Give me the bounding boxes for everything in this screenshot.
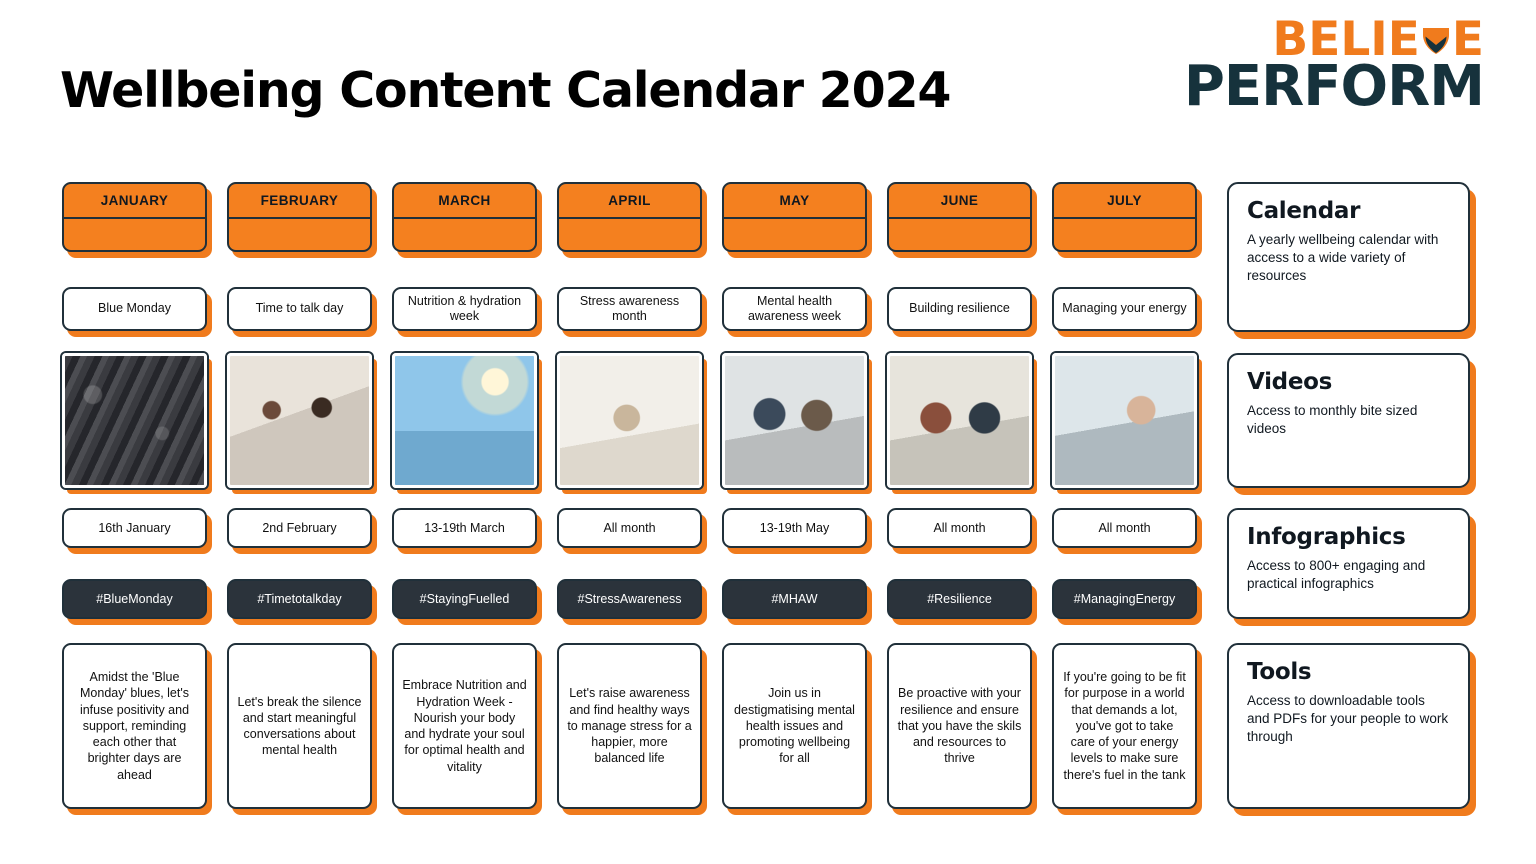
hashtag-label: #StressAwareness: [577, 592, 682, 606]
copy-text: Embrace Nutrition and Hydration Week - Nourish your body and hydrate your soul for optimal health and vitality: [402, 678, 527, 774]
photo-april[interactable]: [557, 353, 702, 488]
date-label: All month: [603, 521, 656, 535]
hashtag-april[interactable]: [557, 579, 702, 619]
panel-calendar[interactable]: [1227, 182, 1470, 332]
topic-label: Mental health awareness week: [747, 293, 842, 323]
divider: [64, 217, 205, 219]
hashtag-label: #StayingFuelled: [419, 592, 510, 606]
divider: [229, 217, 370, 219]
copy-text: Be proactive with your resilience and ensure that you have the skils and resources to thrive: [897, 686, 1022, 766]
believeperform-logo: [1183, 12, 1484, 120]
page-header: [0, 0, 1536, 170]
date-label: All month: [1098, 521, 1151, 535]
panel-text: Access to monthly bite sized videos: [1247, 403, 1418, 436]
divider: [724, 217, 865, 219]
photo-february[interactable]: [227, 353, 372, 488]
date-label: 13-19th May: [759, 521, 830, 535]
hashtag-label: #BlueMonday: [96, 592, 173, 606]
panel-text: Access to downloadable tools and PDFs for your people to work through: [1247, 693, 1449, 744]
panel-text: A yearly wellbeing calendar with access to a wide variety of resources: [1247, 232, 1439, 283]
topic-january[interactable]: [62, 287, 207, 331]
topic-label: Nutrition & hydration week: [407, 293, 522, 323]
date-march[interactable]: [392, 508, 537, 548]
page-title: Wellbeing Content Calendar 2024: [60, 62, 951, 119]
hashtag-march[interactable]: [392, 579, 537, 619]
month-name: MARCH: [438, 193, 491, 208]
topic-may[interactable]: [722, 287, 867, 331]
photo-july[interactable]: [1052, 353, 1197, 488]
photo-january[interactable]: [62, 353, 207, 488]
copy-april[interactable]: [557, 643, 702, 809]
date-april[interactable]: [557, 508, 702, 548]
date-label: All month: [933, 521, 986, 535]
date-label: 13-19th March: [424, 521, 505, 535]
woman-drinking-water-bottle-photo: [395, 356, 534, 485]
logo-believe-text-end: E: [1451, 12, 1484, 67]
logo-believe-text: BELIE: [1272, 12, 1420, 67]
topic-label: Managing your energy: [1062, 301, 1187, 316]
month-header-july[interactable]: [1052, 182, 1197, 252]
topic-label: Blue Monday: [98, 301, 171, 316]
copy-may[interactable]: [722, 643, 867, 809]
month-header-march[interactable]: [392, 182, 537, 252]
panel-title: Infographics: [1247, 524, 1406, 550]
month-name: MAY: [779, 193, 810, 208]
date-label: 2nd February: [262, 521, 337, 535]
two-colleagues-conversing-photo: [725, 356, 864, 485]
divider: [1054, 217, 1195, 219]
topic-february[interactable]: [227, 287, 372, 331]
panel-title: Tools: [1247, 659, 1312, 685]
hashtag-label: #Timetotalkday: [257, 592, 342, 606]
counselling-session-photo: [890, 356, 1029, 485]
month-header-february[interactable]: [227, 182, 372, 252]
copy-january[interactable]: [62, 643, 207, 809]
hashtag-label: #Resilience: [927, 592, 992, 606]
date-february[interactable]: [227, 508, 372, 548]
copy-text: Amidst the 'Blue Monday' blues, let's infuse positivity and support, reminding each other that brighter days are ahead: [79, 670, 190, 782]
hashtag-may[interactable]: [722, 579, 867, 619]
panel-title: Calendar: [1247, 198, 1361, 224]
topic-label: Building resilience: [909, 301, 1010, 316]
heart-icon: [1421, 26, 1451, 56]
month-header-may[interactable]: [722, 182, 867, 252]
calendar-grid: [0, 170, 1536, 864]
copy-text: Let's raise awareness and find healthy ways to manage stress for a happier, more balanced life: [567, 686, 692, 766]
hashtag-january[interactable]: [62, 579, 207, 619]
hashtag-july[interactable]: [1052, 579, 1197, 619]
divider: [889, 217, 1030, 219]
stressed-man-at-desk-photo: [560, 356, 699, 485]
copy-march[interactable]: [392, 643, 537, 809]
copy-june[interactable]: [887, 643, 1032, 809]
date-label: 16th January: [98, 521, 171, 535]
copy-text: Let's break the silence and start meaningful conversations about mental health: [237, 694, 362, 758]
panel-infographics[interactable]: [1227, 508, 1470, 619]
topic-june[interactable]: [887, 287, 1032, 331]
hashtag-june[interactable]: [887, 579, 1032, 619]
date-june[interactable]: [887, 508, 1032, 548]
topic-label: Time to talk day: [255, 301, 344, 316]
tired-woman-at-laptop-photo: [1055, 356, 1194, 485]
panel-title: Videos: [1247, 369, 1333, 395]
photo-june[interactable]: [887, 353, 1032, 488]
month-header-april[interactable]: [557, 182, 702, 252]
month-name: JULY: [1107, 193, 1142, 208]
hashtag-february[interactable]: [227, 579, 372, 619]
topic-label: Stress awareness month: [579, 293, 680, 323]
month-header-january[interactable]: [62, 182, 207, 252]
topic-july[interactable]: [1052, 287, 1197, 331]
photo-may[interactable]: [722, 353, 867, 488]
copy-text: If you're going to be fit for purpose in a world that demands a lot, you've got to take care of your energy levels to make sure there's fuel in the tank: [1063, 670, 1186, 782]
photo-march[interactable]: [392, 353, 537, 488]
date-may[interactable]: [722, 508, 867, 548]
month-name: JANUARY: [100, 193, 169, 208]
hashtag-label: #MHAW: [771, 592, 818, 606]
month-name: APRIL: [608, 193, 651, 208]
panel-text: Access to 800+ engaging and practical infographics: [1247, 558, 1426, 591]
date-january[interactable]: [62, 508, 207, 548]
date-july[interactable]: [1052, 508, 1197, 548]
month-name: FEBRUARY: [260, 193, 339, 208]
logo-perform-word: PERFORM: [1183, 54, 1484, 120]
divider: [394, 217, 535, 219]
panel-tools[interactable]: [1227, 643, 1470, 809]
month-header-june[interactable]: [887, 182, 1032, 252]
topic-april[interactable]: [557, 287, 702, 331]
hashtag-label: #ManagingEnergy: [1073, 592, 1176, 606]
copy-february[interactable]: [227, 643, 372, 809]
two-women-talking-at-table-photo: [230, 356, 369, 485]
topic-march[interactable]: [392, 287, 537, 331]
panel-videos[interactable]: [1227, 353, 1470, 488]
copy-july[interactable]: [1052, 643, 1197, 809]
divider: [559, 217, 700, 219]
crowd-of-people-walking-photo: [65, 356, 204, 485]
copy-text: Join us in destigmatising mental health issues and promoting wellbeing for all: [734, 686, 855, 766]
month-name: JUNE: [940, 193, 979, 208]
